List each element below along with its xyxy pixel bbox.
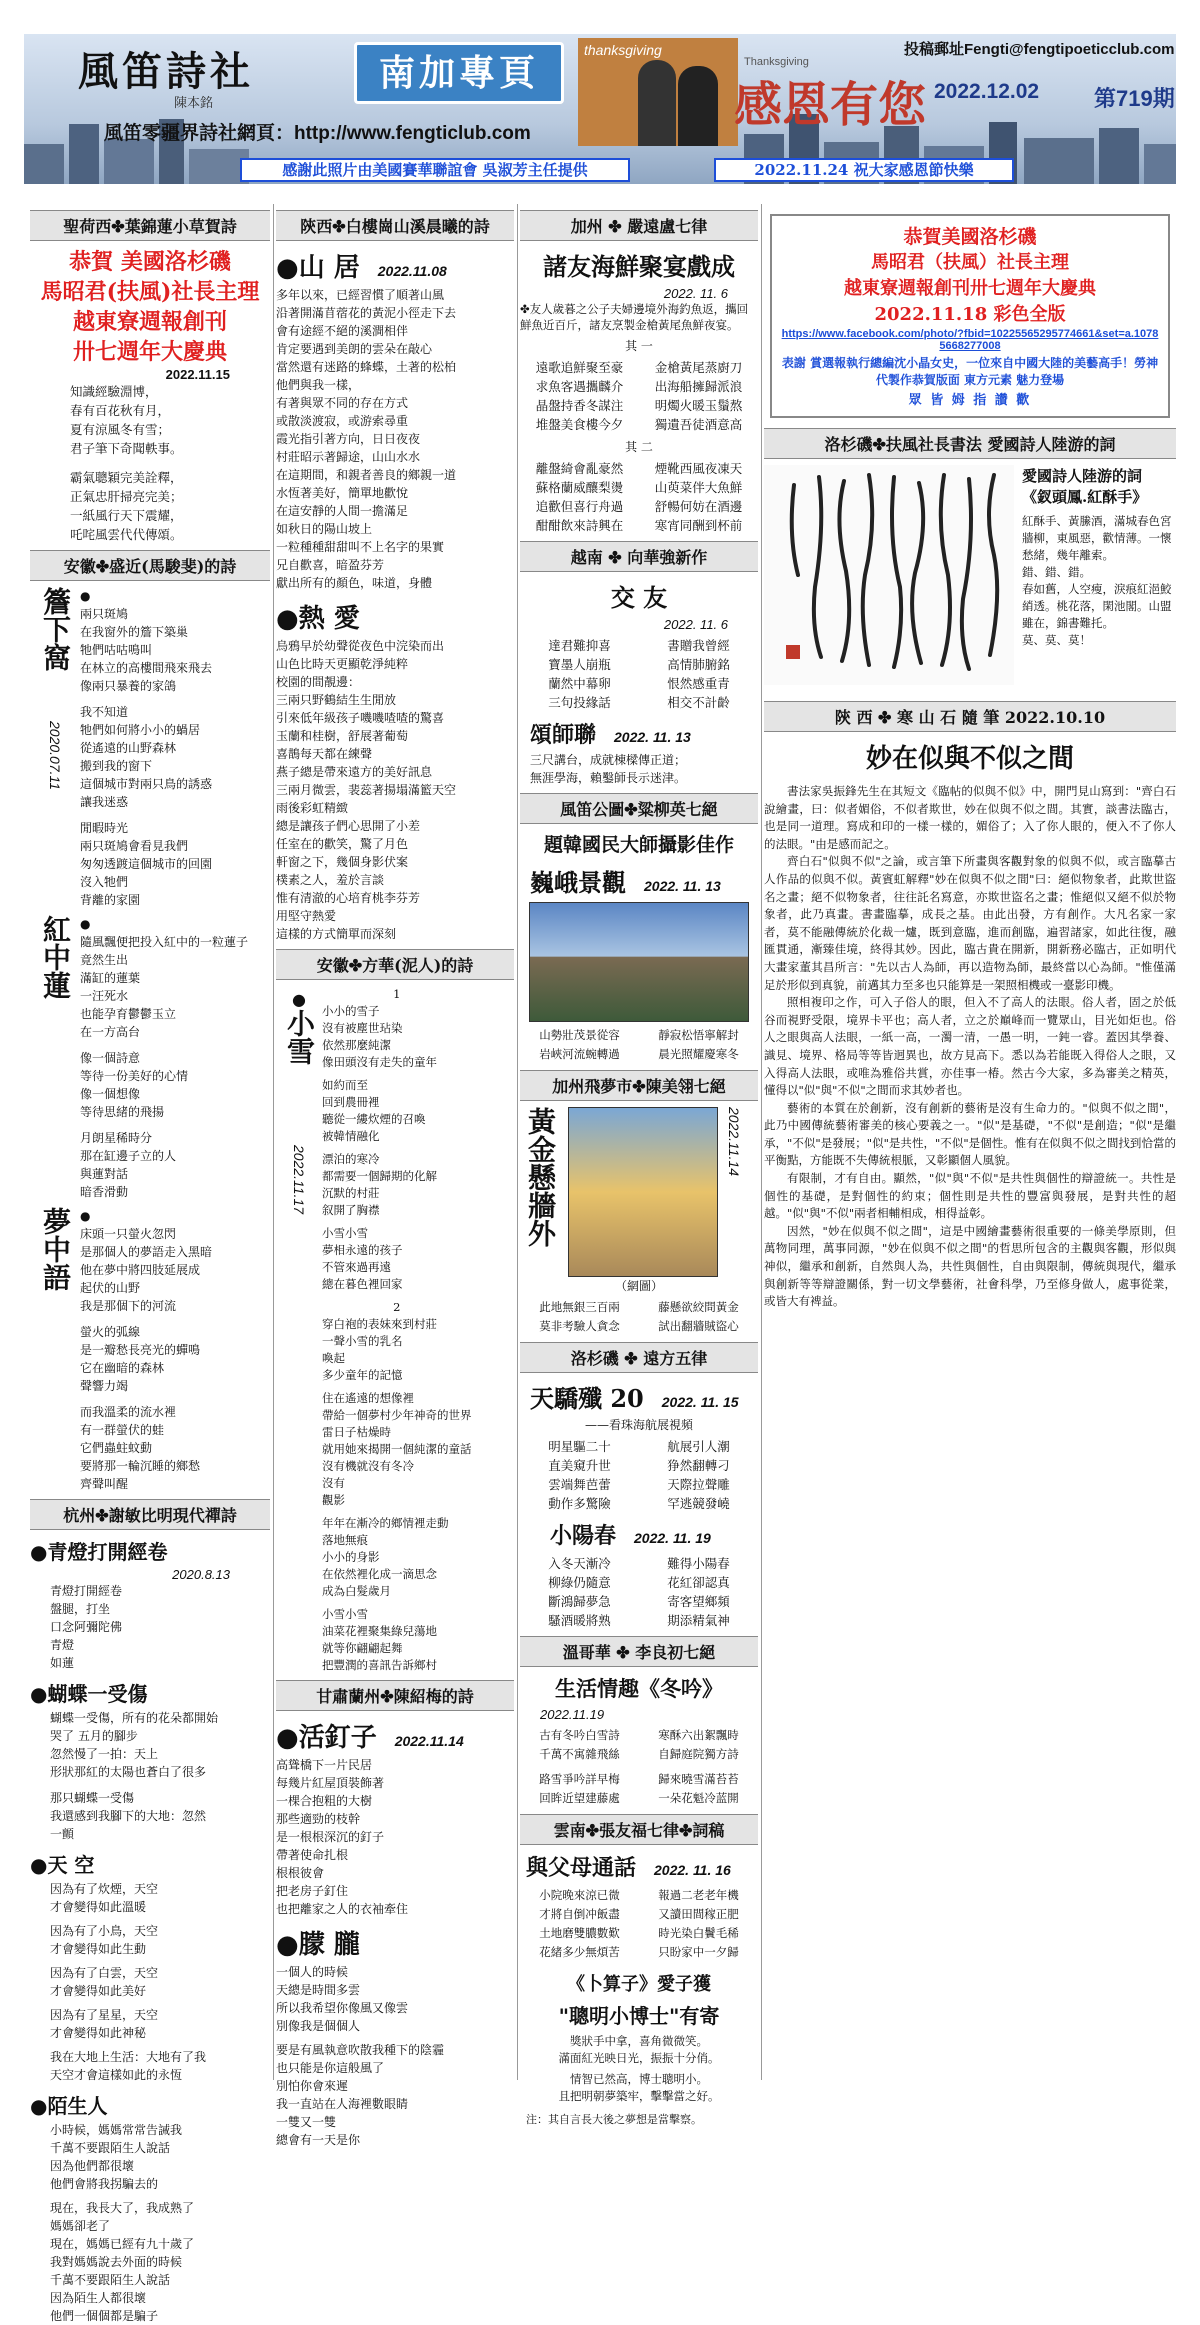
poem-title: "聰明小博士"有寄 (558, 2004, 720, 2028)
poem-subtitle: 其 一 (625, 339, 653, 353)
poem-body: 離盤綺會亂豪然 蘇格蘭威釀梨燙 追歡但喜行舟過 酣酣飲來詩興在 煙靴西風夜凍天 山萸菜伴大魚鮮 舒暢何妨在酒邊 寒宵同酬到杯前 (535, 461, 743, 533)
section-header: 洛杉磯✤扶風社長書法 愛國詩人陸游的詞 (764, 428, 1176, 459)
box-thanks: 眾 皆 姆 指 讚 歡 (908, 393, 1032, 408)
column-2 (276, 204, 514, 2147)
poem-date: 2020.8.13 (172, 1567, 230, 1582)
poem-body: 小時候，媽媽常常告誡我 千萬不要跟陌生人說話 因為他們都很壞 他們會將我拐騙去的 現在，我長大了，我成熟了 媽媽卻老了 現在，媽媽已經有九十歲了 我對媽媽說去外面的時候 千萬不要跟陌生人說話 因為陌生人都很壞 他們一個個都是騙子 (50, 2123, 195, 2323)
essay-paragraph: 照相複印之作，可入子俗人的眼，但入不了高人的法眼。俗人者，固之於低谷而視野受限，境界卡平也；高人者，立之於巔峰而一覽眾山，目光如炬也。俗人之眼與高人法眼，一紙一高，一濁一清，一愚一明，一鈍一睿。蓋因其學養、識見、境界、格局等等皆迥異也，故方見高下。悉以為若能既入得俗人之眼，又入得高人法眼，或唯為雅俗共賞，亦佳事一椿。然古今大家，多為審美之精英，懂得以"似"與"不似"之間而求其妙者也。 (764, 995, 1176, 1098)
poem-note: 注：其自言長大後之夢想是當擊察。 (526, 2113, 702, 2126)
poem-title: 小陽春 2022. 11. 19 (550, 1523, 711, 1549)
poem-date: 2022.11.14 (726, 1107, 742, 1177)
section-header: 洛杉磯 ✤ 遠方五律 (520, 1342, 758, 1373)
poem-body: 青燈打開經卷 盤腿，打坐 口念阿彌陀佛 青燈 如蓮 (50, 1584, 123, 1670)
poem-body: 1 小小的雪子 沒有被塵世玷染 依然那麼純潔 像田頭沒有走失的童年 如約而至 回到農冊裡 聽從一縷炊煙的召喚 被韓情融化 漂泊的寒冷 都需要一個歸期的化解 沉默的村莊 叙開了胸襟 小雪小雪 夢相永遠的孩子 不管來過再遠 總在暮色裡回家 2 穿白袍的表妹來到村莊 一聲小雪的乳名 喚起 多少童年的記憶 住在遙遠的想像裡 帶給一個夢村少年神奇的世界 雷日子枯燥時 就用她來揭開一個純潔的童話 沒有機就沒有冬冷 沒有 觀影 年年在漸冷的鄉情裡走動 落地無痕 小小的身影 在依然裡化成一滴思念 成為白髮歲月 小雪小雪 油菜花裡聚集綠兒蕩地 就等你翩翩起舞 把豐潤的喜訊告訴鄉村 (322, 987, 472, 1672)
poem-title: 巍峨景觀 2022. 11. 13 (530, 868, 721, 897)
poem-title: 諸友海鮮聚宴戲成 (543, 252, 735, 281)
poem-body: 小院晚來涼已微 才將自倒冲飯盡 土地磨雙膿數歎 花緒多少無煩苦 報過二老老年機 又讀田間稼正肥 時光染白鬢毛稀 只盼家中一夕歸 (539, 1888, 739, 1959)
poem-body: 知識經驗淵博， 春有百花秋有月， 夏有涼風冬有雪； 君子筆下奇聞軼事。 霸氣聰穎完美詮釋， 正氣忠肝掃亮完美； 一紙風行天下震耀， 吒咤風雲代代傳頌。 (70, 384, 183, 542)
column-3 (520, 204, 758, 2126)
facebook-link[interactable]: https://www.facebook.com/photo/?fbid=10225565295774661&set=a.10785668277008 (781, 328, 1159, 352)
section-header: 杭州✤謝敏比明現代禪詩 (30, 1499, 270, 1530)
person-figure (638, 60, 676, 146)
calligraphy-image (764, 465, 1014, 685)
poem-title: 黃金懸牆外 (524, 1107, 557, 1247)
poem-body: 因為有了炊煙，天空 才會變得如此溫暖 因為有了小鳥，天空 才會變得如此生動 因為有了白雲，天空 才會變得如此美好 因為有了星星，天空 才會變得如此神秘 我在大地上生活：大地有了我 天空才會這樣如此的永恆 (50, 1882, 207, 2082)
poem-title: ●活釘子 2022.11.14 (276, 1723, 464, 1753)
poem-body: 明星驅二十 直美窺升世 雲端舞芭蕾 動作多驚險 航展引人潮 狰然翻轉刁 天際拉聲雕 罕逃競發嶢 (548, 1439, 730, 1511)
poem-date: 2022.11.19 (540, 1707, 605, 1722)
congrats-box: 恭賀美國洛杉磯 馬昭君（扶風）社長主理 越東寮週報創刊卅七週年大慶典 2022.11.18 彩色全版 https://www.facebook.com/photo/?fbid=10225565295774661&set=a.10785668277008 表謝 賞選報執行總編沈小晶女史，一位來自中國大陸的美藝高手！勞神代製作恭賀版面 東方元素 魅力登場 眾 皆 姆 指 讚 歡 (770, 214, 1170, 418)
thanks-logo: Thanksgiving 感恩有您 (734, 56, 927, 133)
essay-paragraph: 書法家吳振鋒先生在其短文《臨帖的似與不似》中，開門見山寫到："齊白石說繪畫，曰：似者媚俗，不似者欺世，妙在似與不似之間。其實，談書法臨古，也是同一道理。寫成和印的一樣一樣的，媚俗了；入了你人眼的，便入不了你人的法眼。"由是感而記之。 (764, 784, 1176, 851)
congrats-block: 恭賀 美國洛杉磯 馬昭君(扶風)社長主理 越東寮週報創刊 卅七週年大慶典 (40, 249, 260, 365)
calligraphy-block (764, 465, 1176, 695)
poem-body: ● 床頭一只螢火忽閃 是那個人的夢語走入黑暗 他在夢中將四肢延展成 起伏的山野 我是那個下的河流 螢火的弧線 是一瓣愁長亮光的蟬鳴 它在幽暗的森林 聲響力竭 而我溫柔的流水裡 有一群螢伏的蛙 它們蟲蛀蚊動 要將那一輪沉睡的鄉愁 齊聲叫醒 (80, 1209, 213, 1491)
thanksgiving-text: thanksgiving (584, 42, 662, 58)
poem-body: 蝴蝶一受傷，所有的花朵都開始 哭了 五月的腳步 忽然慢了一拍：天上 形狀那紅的太陽也蒼白了很多 那只蝴蝶一受傷 我還感到我腳下的大地：忽然 一顫 (50, 1711, 219, 1841)
issue-date: 2022.12.02 (934, 80, 1040, 103)
photo-caption: （網圖） (614, 1279, 663, 1293)
poem-title: 生活情趣《冬吟》 (555, 1676, 723, 1701)
poem-body: 山勢壯茂景從容 岩峽河流蜿轉過 靜寂松悟寧解封 晨光照耀慶寒冬 (539, 1028, 739, 1061)
poem-body: 古有冬吟白雪詩 千萬不寓雜飛絲 路雪爭吟詳早梅 回眸近望建藤處 寒酥六出絮飄時 自歸庭院獨方詩 歸來曉雪滿苔苔 一朵花魁冷蓝開 (539, 1728, 739, 1805)
poem-date: 2022.11.15 (165, 367, 230, 382)
poem-body: ● 隨風飄便把投入紅中的一粒蓮子 竟然生出 滿缸的蓮葉 一汪死水 也能孕育鬱鬱玉立 在一方高台 像一個詩意 等待一份美好的心情 像一個想像 等待思緒的飛揚 月朗星稀時分 那在缸邊子立的人 與蓮對話 暗香滑動 (80, 917, 249, 1199)
calligraphy-text: 愛國詩人陸游的詞 《釵頭鳳.紅酥手》 紅酥手、黃縢酒，滿城春色宮牆柳，東風惡，歡情薄。一懷愁緒，幾年離索。 錯、錯、錯。 春如舊，人空瘦，淚痕紅浥鮫綃透。桃花落，閑池閣。山盟雖在，錦書難托。 莫、莫、莫！ (1022, 467, 1172, 647)
poem-body: ● 兩只斑鳩 在我窗外的簷下築巢 牠們咕咕鳴叫 在林立的高樓間飛來飛去 像兩只暴養的家鴿 我不知道 牠們如何將小小的蝸居 從遙遠的山野森林 搬到我的窗下 這個城市對兩只鳥的誘惑 讓我迷惑 閒暇時光 兩只斑鳩會看見我們 匆匆透踱這個城市的回園 沒入牠們 背離的家園 (80, 589, 213, 907)
poem-title: 簷下窩 (39, 587, 72, 671)
poem-title: 頌師聯 2022. 11. 13 (530, 722, 691, 748)
essay-body (764, 783, 1176, 1311)
column-divider (517, 204, 518, 2080)
poem-title: ●熱 愛 (276, 604, 360, 634)
poem-title: ●天 空 (30, 1853, 95, 1877)
section-title: 南加專頁 (354, 42, 564, 104)
poem-subtitle: 其 二 (625, 440, 653, 454)
poem-subtitle: ——看珠海航展視頻 (584, 1418, 693, 1432)
section-header: 安徽✤盛近(馬駿斐)的詩 (30, 550, 270, 581)
poem-title: 天驕殲 20 2022. 11. 15 (530, 1384, 739, 1413)
logo-signature: 陳本銘 (174, 96, 214, 111)
poem-title: 交 友 (610, 583, 668, 612)
section-header: 溫哥華 ✤ 李良初七絕 (520, 1636, 758, 1667)
essay-title: 妙在似與不似之間 (865, 744, 1074, 774)
poem-title: 與父母通話 2022. 11. 16 (526, 1855, 731, 1881)
wall-photo (568, 1107, 718, 1277)
poem-body: 三尺講台，成就棟樑傳正道； 無涯學海，賴鑿師長示迷津。 (530, 753, 687, 785)
poem-body: 獎狀手中拿，喜角微微笑。 滿面紅光映日光，振振十分俏。 情智已然高，博士聰明小。 且把明朝夢築牢，擊擊當之好。 (558, 2034, 720, 2103)
poem-body: 一個人的時候 天總是時間多雲 所以我希望你像風又像雲 別像我是個個人 要是有風執意吹散我種下的陰霾 也只能是你這般風了 別怕你會來遲 我一直站在人海裡數眼睛 一雙又一雙 總會有一天是你 (276, 1965, 445, 2147)
poem-block (520, 1107, 758, 1277)
poem-title: 題韓國民大師攝影佳作 (543, 834, 734, 856)
essay-paragraph: 有限制，才有自由。顯然，"似"與"不似"是共性與個性的辯證統一。共性是個性的基礎，是對個性的約束；個性則是共性的豐富與發展，是對共性的超越。"似"與"不似"兩者相輔相成，相得益彰。 (764, 1171, 1176, 1221)
section-header: 加州飛夢市✤陳美翎七絕 (520, 1070, 758, 1101)
section-header: 陝 西 ✤ 寒 山 石 隨 筆 2022.10.10 (764, 701, 1176, 732)
essay-paragraph: 齊白石"似與不似"之論，或言筆下所畫與客觀對象的似與不似，或言臨摹古人作品的似與不似。黃賓虹解釋"妙在似與不似之間"曰：絕似物象者，此欺世盜名之畫；絕不似物象者，往往託名寫意，亦欺世盜名之畫；惟絕似又絕不似於物象者，此乃真畫。書畫臨摹，成長之基。由此出發，方有創作。大凡名家一家者，莫不能融傳統於化裁一爐，既到意臨，進而創臨，遍習諸家，如此往復，融匯貫通，漸臻佳境，終得其妙。因此，臨古貴在開新，開新務必臨古，正如明代大畫家董其昌所言："先以古人為師，再以造物為師，最終當以心為師。"惟僅滿足於形似到真貌，前邁其力至多也只能算是一架照相機或一臺影印機。 (764, 854, 1176, 992)
poem-title: 《卜算子》愛子獲 (567, 1974, 711, 1995)
issue-number: 第719期 (1094, 86, 1175, 111)
section-header: 聖荷西✤葉錦蓮小草賀詩 (30, 210, 270, 241)
poem-body: 入冬天漸冷 柳綠仍隨意 斷鴻歸夢急 騷酒暖將熟 難得小陽春 花紅卻認真 寄客望鄉頻 期添精氣神 (548, 1556, 730, 1628)
box-note: 表謝 賞選報執行總編沈小晶女史，一位來自中國大陸的美藝高手！勞神代製作恭賀版面 東方元素 魅力登場 (781, 356, 1159, 387)
poem-title: 小雪 (283, 1009, 316, 1065)
submission-email[interactable]: 投稿郵址Fengti@fengtipoeticclub.com (904, 41, 1175, 58)
poem-title: ●青燈打開經卷 (30, 1540, 168, 1564)
poem-title: 紅中蓮 (39, 915, 72, 999)
website-link[interactable]: 風笛零疆界詩社網頁：http://www.fengticlub.com (104, 123, 531, 144)
essay-paragraph: 藝術的本質在於創新，沒有創新的藝術是沒有生命力的。"似與不似之間"，此乃中國傳統藝術審美的核心要義之一。"似"是基礎，"不似"是創造；"似"是繼承，"不似"是發展；"似"是共性，"不似"是個性。惟有在似與不似之間找到恰當的平衡點，方能既不失傳統根脈，又彰顯個人風貌。 (764, 1100, 1176, 1168)
column-divider (761, 204, 762, 2080)
section-header: 安徽✤方華(泥人)的詩 (276, 949, 514, 980)
poem-body: 遠歌追鮮聚至豪 求魚客遇攜麟介 晶盤持香冬謀注 堆盤美食樓今夕 金槍黃尾蒸廚刀 出海船擁歸派浪 明燭火暖玉鬚熬 獨遺吾徒酒意高 (535, 360, 743, 432)
section-header: 甘肅蘭州✤陳紹梅的詩 (276, 1680, 514, 1711)
poem-intro: ✤友人歲暮之公子夫婦邊境外海釣魚返，攜回鮮魚近百斤，諸友烹製金槍黃尾魚鮮夜宴。 (520, 302, 749, 332)
poem-body: 達君難抑喜 寶墨人崩瓶 蘭然中幕卵 三句投緣話 書贈我曾經 高情肺腑銘 恨然感重青 相交不計齡 (548, 638, 730, 710)
club-logo: 風笛詩社 (78, 48, 254, 95)
poem-block (30, 587, 270, 909)
section-header: 風笛公圖✤粱柳英七絕 (520, 793, 758, 824)
poem-body: 多年以來，已經習慣了順著山風 沿著開滿苜蓿花的黃泥小徑走下去 會有途經不絕的溪澗相伴 肯定要遇到美朗的雲朵在敲心 當然還有迷路的蜂蝶，土著的松柏 他們與我一樣， 有著與眾不同的存在方式 或散淡渡寂，或游索尋重 霞光指引著方向，日日夜夜 村莊昭示著歸途，山山水水 在這期間，和親者善良的鄉親一道 水恆著美好，簡單地歡悅 在這安靜的人間一擔滿足 如秋日的陽山坡上 一粒種種甜甜叫不上名字的果實 兄自歡喜，暗盈芬芳 獻出所有的顏色，味道，身體 (276, 288, 457, 590)
poem-title: ●朦 朧 (276, 1930, 360, 1960)
thanksgiving-photo (578, 38, 738, 146)
section-header: 加州 ✤ 嚴遠盧七律 (520, 210, 758, 241)
photo-credit: 感謝此照片由美國賽華聯誼會 吳淑芳主任提供 (240, 158, 630, 182)
poem-title: ●山 居 2022.11.08 (276, 253, 447, 283)
greeting-banner: 2022.11.24 祝大家感恩節快樂 (714, 158, 1014, 182)
poem-date: 2022. 11. 6 (663, 617, 728, 632)
column-4 (764, 204, 1176, 2084)
poem-title: ●陌生人 (30, 2094, 108, 2118)
section-header: 越南 ✤ 向華強新作 (520, 541, 758, 572)
poem-block (30, 1207, 270, 1493)
poem-block: ● 小雪 2022.11.17 1 小小的雪子 沒有被塵世玷染 依然那麼純潔 像田頭沒有走失的童年 如約而至 回到農冊裡 聽從一縷炊煙的召喚 被韓情融化 漂泊的寒冷 都需要一個歸期的化解 沉默的村莊 叙開了胸襟 小雪小雪 夢相永遠的孩子 不管來過再遠 總在暮色裡回家 2 穿白袍的表妹來到村莊 一聲小雪的乳名 喚起 多少童年的記憶 住在遙遠的想像裡 帶給一個夢村少年神奇的世界 雷日子枯燥時 就用她來揭開一個純潔的童話 沒有機就沒有冬冷 沒有 觀影 年年在漸冷的鄉情裡走動 落地無痕 小小的身影 在依然裡化成一滴思念 成為白髮歲月 小雪小雪 油菜花裡聚集綠兒蕩地 就等你翩翩起舞 把豐潤的喜訊告訴鄉村 (276, 986, 514, 1674)
poem-body: 烏鴉早於幼聲從夜色中浣染而出 山色比時天更顯乾淨純粹 校園的間靚邊： 三兩只野鶴結生生閒放 引來低年級孩子嘰嘰喳喳的驚喜 玉蘭和桂樹，舒展著葡萄 喜鵲每天都在練聲 燕子總是帶來遠方的美好訊息 三兩月微雲，裴蕊著揚塌滿籃天空 雨後彩虹精緻 總是讓孩子們心思開了小差 任室在的歡笑，驚了月色 軒窗之下，幾個身影伏案 樸素之人，羞於言談 惟有清澈的心培育桃李芬芳 用堅守熱愛 這樣的方式簡單而深刻 (276, 639, 457, 941)
poem-date: 2022.11.17 (291, 1145, 307, 1215)
header-banner (24, 34, 1176, 184)
poem-title: 夢中語 (39, 1207, 72, 1291)
section-header: 雲南✤張友福七律✤詞稿 (520, 1814, 758, 1845)
poem-block (30, 915, 270, 1201)
poem-body: 高聳橋下一片民居 每幾片紅屋頂裝飾著 一棵合抱粗的大樹 那些適勁的枝幹 是一根根深沉的釘子 帶著使命扎根 根根彼會 把老房子釘住 也把離家之人的衣袖牽住 (276, 1758, 409, 1916)
column-1 (30, 204, 270, 2323)
poem-date: 2020.07.11 (47, 721, 63, 791)
mountain-photo (529, 902, 749, 1022)
poem-title: ●蝴蝶一受傷 (30, 1682, 148, 1706)
poem-date: 2022. 11. 6 (663, 286, 728, 301)
poem-body: 此地無銀三百兩 莫非考驗人貪念 藤懸欲絞問黃金 試出翻牆賊盜心 (539, 1300, 739, 1333)
essay-paragraph: 因然，"妙在似與不似之間"，這是中國繪畫藝術很重要的一條美學原則，但萬物同理，萬事同源，"妙在似與不似之間"的哲思所包含的主觀與客觀，形似與神似，繼承和創新，自然與人為，共性與個性，自由與限制，傳統與現代，繼承與創新等等辯證關係，對一切文學藝術，社會科學，乃至修身做人，處事從業，或皆大有裨益。 (764, 1223, 1176, 1309)
column-divider (273, 204, 274, 2080)
section-header: 陝西✤白樓崗山溪晨曦的詩 (276, 210, 514, 241)
person-figure (678, 66, 718, 146)
